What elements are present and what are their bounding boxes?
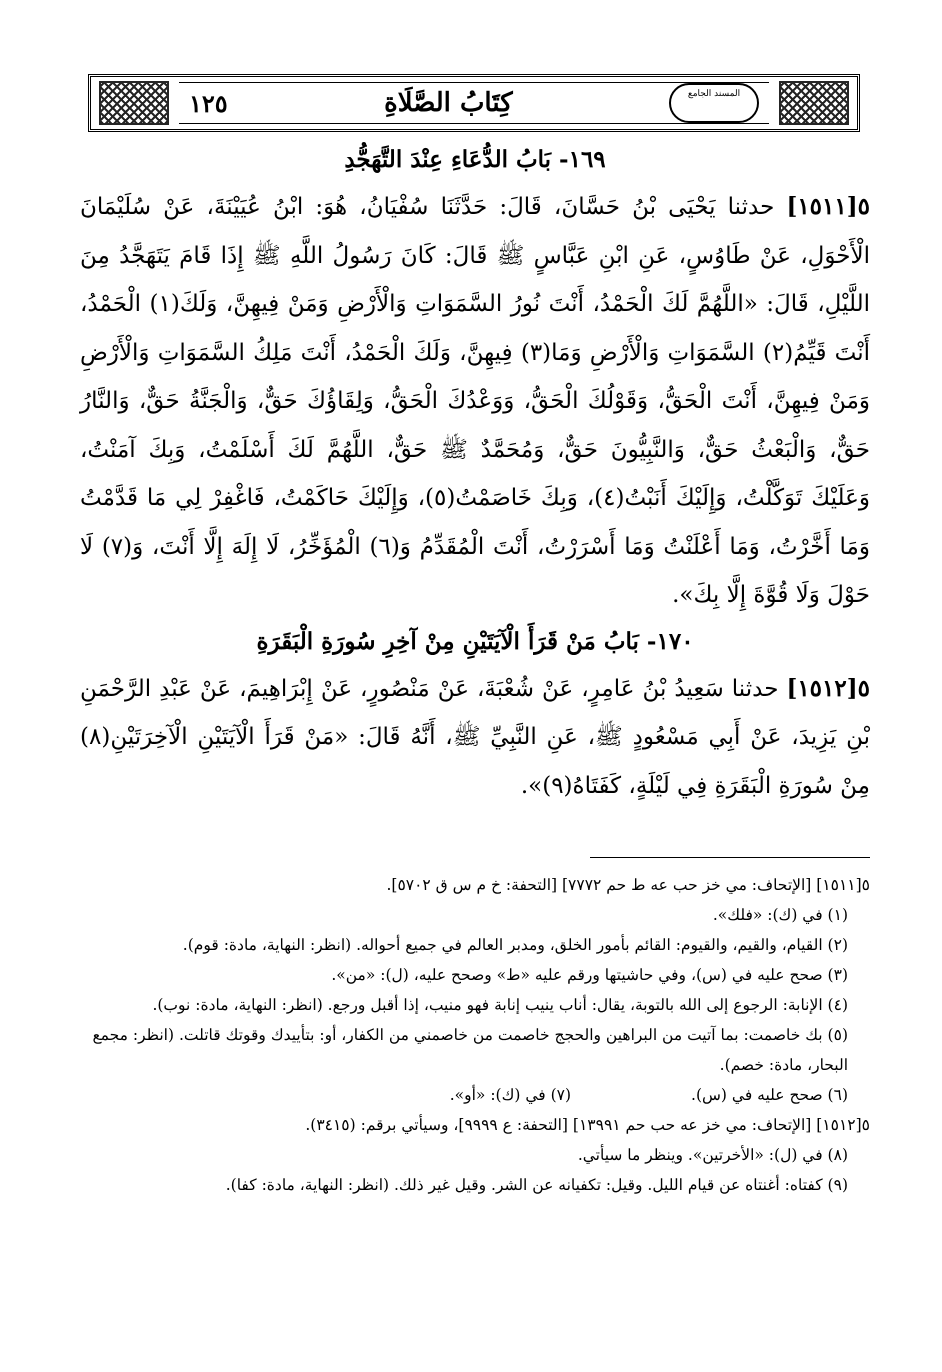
footnote-2: (٢) القيام، والقيم، والقيوم: القائم بأمور الخلق، ومدبر العالم في جميع أحواله. (انظر: النهاية، مادة: قوم). bbox=[182, 936, 848, 954]
page-number: ١٢٥ bbox=[189, 88, 228, 118]
footnote-9: (٩) كفتاه: أغنتاه عن قيام الليل. وقيل: تكفيانه عن الشر. وقيل غير ذلك. (انظر: النهاية، مادة: كفا). bbox=[225, 1176, 848, 1194]
footnote-3: (٣) صحح عليه في (س)، وفي حاشيتها ورقم عليه «ط» وصحح عليه، (ل): «من». bbox=[331, 966, 848, 984]
footnote-4: (٤) الإنابة: الرجوع إلى الله بالتوبة، يقال: أناب ينيب إنابة فهو منيب، إذا أقبل ورجع. (انظر: النهاية، مادة: نوب). bbox=[152, 996, 848, 1014]
footnote-1: (١) في (ك): «فلك». bbox=[712, 906, 848, 924]
hadith-1512 bbox=[80, 665, 870, 811]
footnote-5: (٥) بك خاصمت: بما آتيت من البراهين والحجج خاصمت من خاصمني من الكفار، أو: بتأييدك وقوتك قاتلت. (انظر: مجمع البحار، مادة: خصم). bbox=[92, 1026, 848, 1074]
main-text bbox=[80, 142, 870, 818]
footnotes bbox=[80, 870, 870, 1200]
footnote-separator bbox=[590, 857, 870, 858]
chapter-heading-169: ١٦٩- بَابُ الدُّعَاءِ عِنْدَ التَّهَجُّدِ bbox=[344, 146, 606, 173]
hadith-text: حدثنا سَعِيدُ بْنُ عَامِرٍ، عَنْ شُعْبَةَ، عَنْ مَنْصُورٍ، عَنْ إِبْرَاهِيمَ، عَنْ عَبْدِ الرَّحْمَنِ بْنِ يَزِيدَ، عَنْ أَبِي مَسْعُودٍ ﷺ، عَنِ النَّبِيِّ ﷺ، أَنَّهُ قَالَ: «مَنْ قَرَأَ الْآيَتَيْنِ الْآخِرَتَيْنِ(٨) مِنْ سُورَةِ الْبَقَرَةِ فِي لَيْلَةٍ، كَفَتَاهُ(٩)». bbox=[80, 675, 870, 799]
hadith-text: حدثنا يَحْيَى بْنُ حَسَّانَ، قَالَ: حَدَّثَنَا سُفْيَانُ، هُوَ: ابْنُ عُيَيْنَةَ، عَنْ سُلَيْمَانَ الْأَحْوَلِ، عَنْ طَاوُسٍ، عَنِ ابْنِ عَبَّاسٍ ﷺ قَالَ: كَانَ رَسُولُ اللَّهِ ﷺ إِذَا قَامَ يَتَهَجَّدُ مِنَ اللَّيْلِ، قَالَ: «اللَّهُمَّ لَكَ الْحَمْدُ، أَنْتَ نُورُ السَّمَوَاتِ وَالْأَرْضِ وَمَنْ فِيهِنَّ، وَلَكَ(١) الْحَمْدُ، أَنْتَ قَيِّمُ(٢) السَّمَوَاتِ وَالْأَرْضِ وَمَا(٣) فِيهِنَّ، وَلَكَ الْحَمْدُ، أَنْتَ مَلِكُ السَّمَوَاتِ وَالْأَرْضِ وَمَنْ فِيهِنَّ، أَنْتَ الْحَقُّ، وَقَوْلُكَ الْحَقُّ، وَوَعْدُكَ الْحَقُّ، وَلِقَاؤُكَ حَقٌّ، وَالْجَنَّةُ حَقٌّ، وَالنَّارُ حَقٌّ، وَالْبَعْثُ حَقٌّ، وَالنَّبِيُّونَ حَقٌّ، وَمُحَمَّدٌ ﷺ حَقٌّ، اللَّهُمَّ لَكَ أَسْلَمْتُ، وَبِكَ آمَنْتُ، وَعَلَيْكَ تَوَكَّلْتُ، وَإِلَيْكَ أَنَبْتُ(٤)، وَبِكَ خَاصَمْتُ(٥)، وَإِلَيْكَ حَاكَمْتُ، فَاغْفِرْ لِي مَا قَدَّمْتُ وَمَا أَخَّرْتُ، وَمَا أَعْلَنْتُ وَمَا أَسْرَرْتُ، أَنْتَ الْمُقَدِّمُ وَ(٦) الْمُؤَخِّرُ، لَا إِلَهَ إِلَّا أَنْتَ، وَ(٧) لَا حَوْلَ وَلَا قُوَّةَ إِلَّا بِكَ». bbox=[80, 194, 871, 608]
footnote-row-6-7 bbox=[80, 1080, 870, 1110]
footnote-source-1512: ٥[١٥١٢] [الإتحاف: مي خز عه حب حم ١٣٩٩١] [التحفة: ع ٩٩٩٩]، وسيأتي برقم: (٣٤١٥). bbox=[305, 1116, 870, 1134]
ornament-right-icon bbox=[779, 81, 849, 125]
footnote-8: (٨) في (ل): «الأخرتين». وينظر ما سيأتي. bbox=[577, 1146, 848, 1164]
hadith-number: ٥[١٥١٢] bbox=[786, 674, 870, 702]
footnote-6: (٦) صحح عليه في (س). bbox=[691, 1086, 848, 1104]
footnote-7: (٧) في (ك): «أو». bbox=[449, 1086, 572, 1104]
footnote-source-1511: ٥[١٥١١] [الإتحاف: مي خز حب عه ط حم ٧٧٧٢] [التحفة: خ م س ق ٥٧٠٢]. bbox=[386, 876, 870, 894]
hadith-1511 bbox=[80, 183, 870, 620]
page-header bbox=[88, 74, 860, 132]
hadith-number: ٥[١٥١١] bbox=[786, 193, 870, 220]
header-band bbox=[179, 82, 769, 124]
series-seal: المسند الجامع bbox=[669, 83, 759, 123]
book-title: كِتَابُ الصَّلَاةِ bbox=[384, 88, 513, 118]
chapter-heading-170: ١٧٠- بَابُ مَنْ قَرَأَ الْآيَتَيْنِ مِنْ آخِرِ سُورَةِ الْبَقَرَةِ bbox=[256, 627, 694, 655]
ornament-left-icon bbox=[99, 81, 169, 125]
